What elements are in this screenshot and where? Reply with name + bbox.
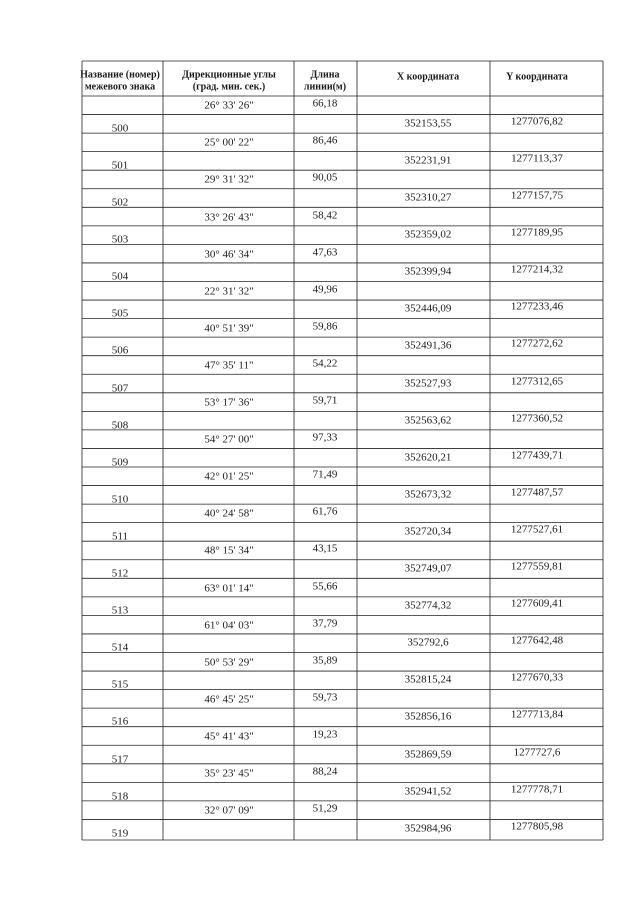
direction-angle: 30° 46' 34" (204, 248, 254, 261)
x-coordinate: 352984,96 (404, 822, 452, 835)
y-coordinate: 1277559,81 (510, 560, 564, 573)
y-coordinate: 1277642,48 (510, 634, 564, 647)
line-length: 58,42 (312, 209, 338, 222)
point-name: 500 (111, 122, 129, 135)
point-name: 501 (111, 159, 129, 172)
x-coordinate: 352856,16 (404, 710, 452, 723)
direction-angle: 48° 15' 34" (204, 544, 254, 557)
direction-angle: 63° 01' 14" (204, 582, 254, 595)
header-direction-angles: Дирекционные углы (град. мин. сек.) (182, 69, 276, 92)
line-length: 47,63 (312, 246, 338, 259)
x-coordinate: 352446,09 (404, 302, 452, 315)
point-name: 516 (111, 715, 129, 728)
y-coordinate: 1277113,37 (511, 152, 563, 165)
y-coordinate: 1277778,71 (510, 783, 564, 796)
line-length: 88,24 (312, 765, 338, 778)
x-coordinate: 352620,21 (404, 451, 452, 464)
line-length: 54,22 (312, 357, 338, 370)
y-coordinate: 1277527,61 (510, 523, 564, 536)
direction-angle: 40° 24' 58" (204, 507, 254, 520)
direction-angle: 33° 26' 43" (204, 211, 254, 224)
direction-angle: 35° 23' 45" (204, 767, 254, 780)
x-coordinate: 352563,62 (404, 414, 452, 427)
y-coordinate: 1277439,71 (510, 449, 564, 462)
direction-angle: 40° 51' 39" (204, 322, 254, 335)
direction-angle: 26° 33' 26" (204, 99, 254, 112)
x-coordinate: 352491,36 (404, 339, 452, 352)
line-length: 71,49 (312, 468, 338, 481)
y-coordinate: 1277727,6 (513, 746, 561, 759)
line-length: 86,46 (312, 134, 338, 147)
line-length: 43,15 (312, 542, 338, 555)
direction-angle: 47° 35' 11" (204, 359, 254, 372)
x-coordinate: 352774,32 (404, 599, 452, 612)
line-length: 90,05 (312, 171, 338, 184)
line-length: 61,76 (312, 505, 338, 518)
x-coordinate: 352153,55 (404, 117, 452, 130)
line-length: 59,73 (312, 691, 338, 704)
line-length: 51,29 (312, 802, 338, 815)
x-coordinate: 352310,27 (404, 191, 452, 204)
y-coordinate: 1277360,52 (510, 412, 564, 425)
x-coordinate: 352527,93 (404, 377, 452, 390)
point-name: 513 (111, 604, 129, 617)
point-name: 512 (111, 567, 129, 580)
line-length: 19,23 (312, 728, 338, 741)
header-x-coordinate: X координата (396, 71, 460, 83)
point-name: 515 (111, 678, 129, 691)
direction-angle: 50° 53' 29" (204, 656, 254, 669)
point-name: 504 (111, 270, 129, 283)
direction-angle: 54° 27' 00" (204, 433, 254, 446)
header-line-length: Длина линии(м) (303, 69, 347, 92)
y-coordinate: 1277609,41 (510, 597, 564, 610)
line-length: 55,66 (312, 580, 338, 593)
header-y-coordinate: Y координата (506, 71, 568, 83)
x-coordinate: 352673,32 (404, 488, 452, 501)
y-coordinate: 1277189,95 (510, 226, 564, 239)
y-coordinate: 1277272,62 (510, 337, 564, 350)
point-name: 506 (111, 344, 129, 357)
line-length: 66,18 (312, 97, 338, 110)
y-coordinate: 1277312,65 (510, 375, 564, 388)
y-coordinate: 1277670,33 (510, 671, 564, 684)
x-coordinate: 352941,52 (404, 785, 452, 798)
line-length: 49,96 (312, 283, 338, 296)
point-name: 505 (111, 307, 129, 320)
y-coordinate: 1277076,82 (510, 115, 564, 128)
direction-angle: 32° 07' 09" (204, 804, 254, 817)
y-coordinate: 1277487,57 (510, 486, 564, 499)
point-name: 507 (111, 382, 129, 395)
line-length: 35,89 (312, 654, 338, 667)
line-length: 59,86 (312, 320, 338, 333)
direction-angle: 46° 45' 25" (204, 693, 254, 706)
line-length: 97,33 (312, 431, 338, 444)
point-name: 518 (111, 790, 129, 803)
direction-angle: 25° 00' 22" (204, 136, 254, 149)
x-coordinate: 352720,34 (404, 525, 452, 538)
line-length: 37,79 (312, 617, 338, 630)
header-point-name: Название (номер) межевого знака (80, 69, 160, 92)
x-coordinate: 352749,07 (404, 562, 452, 575)
x-coordinate: 352792,6 (407, 636, 449, 649)
point-name: 502 (111, 196, 129, 209)
direction-angle: 61° 04' 03" (204, 619, 254, 632)
point-name: 510 (111, 493, 129, 506)
line-length: 59,71 (312, 394, 338, 407)
y-coordinate: 1277233,46 (510, 300, 564, 313)
y-coordinate: 1277713,84 (510, 708, 564, 721)
direction-angle: 45° 41' 43" (204, 730, 254, 743)
point-name: 509 (111, 456, 129, 469)
y-coordinate: 1277805,98 (510, 820, 564, 833)
point-name: 519 (111, 827, 129, 840)
point-name: 503 (111, 233, 129, 246)
y-coordinate: 1277214,32 (510, 263, 564, 276)
x-coordinate: 352359,02 (404, 228, 452, 241)
x-coordinate: 352399,94 (404, 265, 452, 278)
direction-angle: 53° 17' 36" (204, 396, 254, 409)
point-name: 511 (111, 530, 129, 543)
point-name: 517 (111, 753, 129, 766)
point-name: 508 (111, 419, 129, 432)
x-coordinate: 352815,24 (404, 673, 452, 686)
direction-angle: 42° 01' 25" (204, 470, 254, 483)
y-coordinate: 1277157,75 (510, 189, 564, 202)
direction-angle: 29° 31' 32" (204, 173, 254, 186)
direction-angle: 22° 31' 32" (204, 285, 254, 298)
x-coordinate: 352231,91 (404, 154, 452, 167)
x-coordinate: 352869,59 (404, 748, 452, 761)
point-name: 514 (111, 641, 129, 654)
